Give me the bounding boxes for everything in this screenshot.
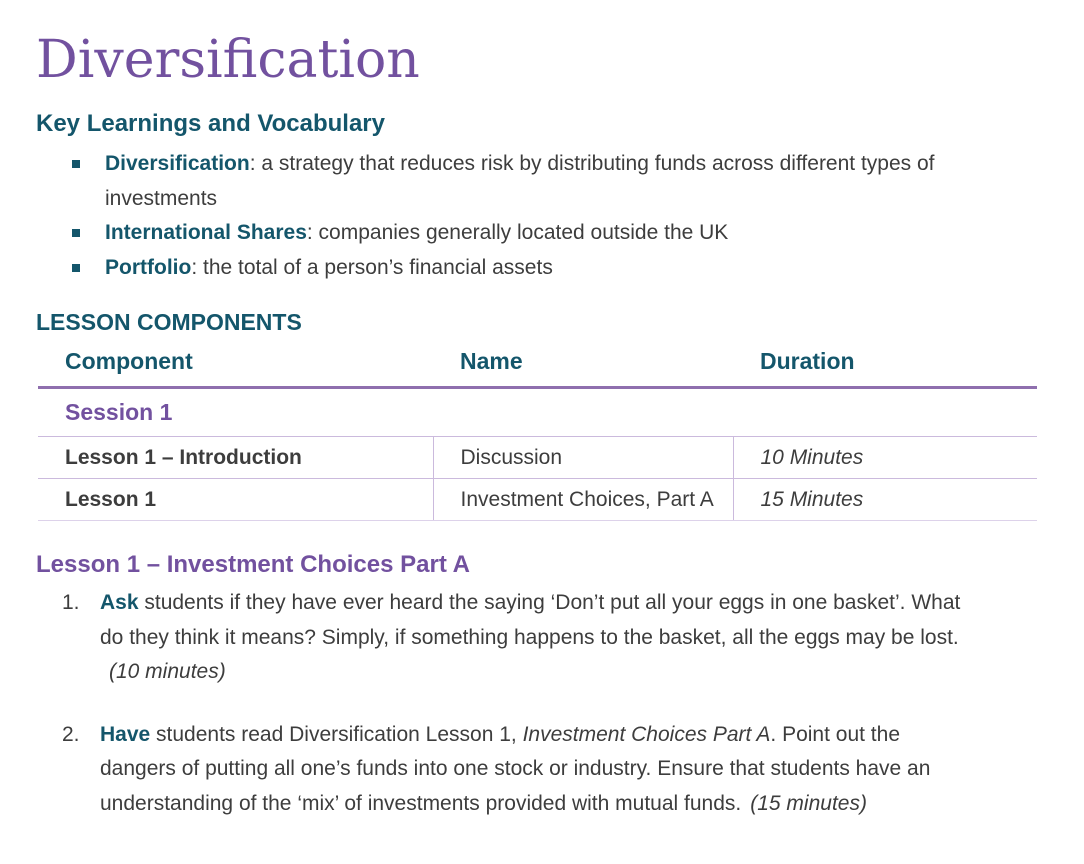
lesson-detail-heading: Lesson 1 – Investment Choices Part A xyxy=(36,551,470,578)
steps-list xyxy=(36,586,970,821)
step-italic-title: Investment Choices Part A xyxy=(522,722,771,746)
vocab-definition: : the total of a person’s financial assets xyxy=(191,255,553,279)
key-learnings-heading: Key Learnings and Vocabulary xyxy=(36,110,385,137)
lesson-components-table xyxy=(38,348,1037,521)
step-time: (15 minutes) xyxy=(750,791,867,815)
bullet-icon xyxy=(72,229,80,237)
duration-cell: 10 Minutes xyxy=(733,437,1037,479)
step-body: students if they have ever heard the saying ‘Don’t put all your eggs in one basket’. What do they think it means? Simply, if something happens to the basket, all the eggs may be lost. xyxy=(100,591,961,649)
component-cell: Lesson 1 – Introduction xyxy=(38,437,433,479)
component-cell: Lesson 1 xyxy=(38,479,433,521)
step-time: (10 minutes) xyxy=(109,660,226,683)
bullet-icon xyxy=(72,264,80,272)
step-item xyxy=(36,586,970,690)
vocab-item xyxy=(36,147,988,216)
step-lead: Have xyxy=(100,722,151,746)
vocab-list xyxy=(36,147,988,285)
col-header-name: Name xyxy=(433,348,733,388)
step-number: 2. xyxy=(62,722,80,746)
vocab-definition: : companies generally located outside the UK xyxy=(306,221,729,244)
duration-cell: 15 Minutes xyxy=(733,479,1037,521)
step-body: students read Diversification Lesson 1, xyxy=(150,722,523,746)
col-header-duration: Duration xyxy=(733,348,1037,388)
step-number: 1. xyxy=(62,591,80,614)
name-cell: Discussion xyxy=(433,437,733,479)
vocab-term: International Shares xyxy=(105,221,307,244)
session-row xyxy=(38,388,1037,437)
vocab-term: Diversification xyxy=(105,152,250,175)
lesson-components-heading: LESSON COMPONENTS xyxy=(36,309,302,335)
name-cell: Investment Choices, Part A xyxy=(433,479,733,521)
step-lead: Ask xyxy=(100,591,139,614)
step-item xyxy=(36,718,970,822)
session-label: Session 1 xyxy=(38,388,1037,437)
col-header-component: Component xyxy=(38,348,433,388)
vocab-definition: : a strategy that reduces risk by distributing funds across different types of investments xyxy=(105,152,935,210)
vocab-item xyxy=(36,251,988,286)
table-row xyxy=(38,437,1037,479)
bullet-icon xyxy=(72,160,80,168)
table-row xyxy=(38,479,1037,521)
vocab-term: Portfolio xyxy=(105,255,192,279)
vocab-item xyxy=(36,216,988,251)
step-body: . Point out the dangers of putting all one’s funds into one stock or industry. Ensure that students have an understanding of the ‘mix’ of investments provided with mutual funds. xyxy=(100,722,931,815)
page-title: Diversification xyxy=(36,30,420,90)
table-header-row xyxy=(38,348,1037,388)
